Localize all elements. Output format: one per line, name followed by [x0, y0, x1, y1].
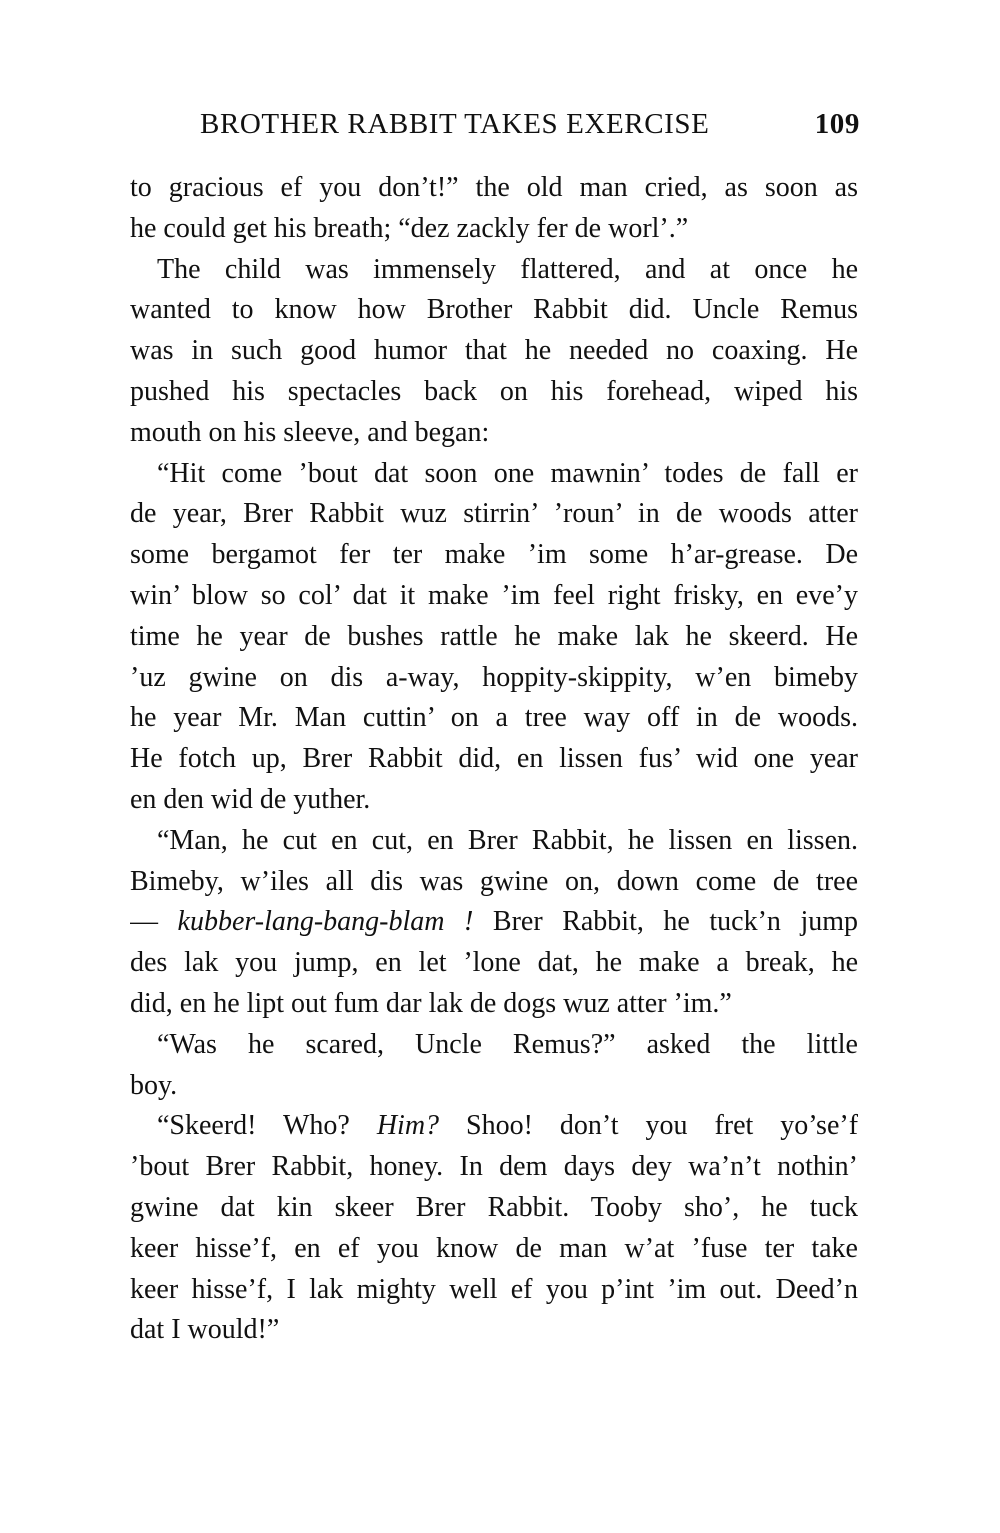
text-line: gwine dat kin skeer Brer Rabbit. Tooby sho’, he tuck: [130, 1191, 858, 1223]
text-line: dat I would!”: [130, 1314, 280, 1346]
text-line: boy.: [130, 1069, 178, 1101]
text-fragment: Shoo! don’t you fret yo’se’f: [466, 1110, 858, 1142]
body-text: [130, 168, 858, 1351]
text-line-with-italic: [130, 902, 858, 943]
text-line: ’bout Brer Rabbit, honey. In dem days dey wa’n’t nothin’: [130, 1151, 858, 1183]
text-line: he year Mr. Man cuttin’ on a tree way off in de woods.: [130, 702, 858, 734]
page-number: 109: [814, 108, 860, 140]
text-fragment: Brer Rabbit, he tuck’n jump: [492, 906, 858, 938]
text-line: win’ blow so col’ dat it make ’im feel right frisky, en eve’y: [130, 579, 858, 611]
page-header: [130, 108, 860, 152]
text-line: mouth on his sleeve, and began:: [130, 416, 490, 448]
text-line: wanted to know how Brother Rabbit did. Uncle Remus: [130, 294, 858, 326]
text-line: to gracious ef you don’t!” the old man cried, as soon as: [130, 172, 858, 203]
text-line: keer hisse’f, I lak mighty well ef you p’int ’im out. Deed’n: [130, 1273, 858, 1305]
text-line: “Was he scared, Uncle Remus?” asked the little: [157, 1028, 858, 1060]
italic-phrase: kubber-lang-bang-blam !: [177, 906, 474, 938]
text-line-with-italic: [130, 1106, 858, 1147]
text-line: Bimeby, w’iles all dis was gwine on, down come de tree: [130, 865, 858, 897]
text-line: The child was immensely flattered, and at once he: [157, 253, 858, 285]
text-line: he could get his breath; “dez zackly fer de worl’.”: [130, 212, 689, 244]
running-title: BROTHER RABBIT TAKES EXERCISE: [200, 108, 710, 140]
text-line: des lak you jump, en let ’lone dat, he make a break, he: [130, 947, 858, 979]
text-line: “Hit come ’bout dat soon one mawnin’ todes de fall er: [157, 457, 858, 489]
text-line: time he year de bushes rattle he make lak he skeerd. He: [130, 620, 858, 652]
text-line: did, en he lipt out fum dar lak de dogs wuz atter ’im.”: [130, 987, 732, 1019]
text-line: “Man, he cut en cut, en Brer Rabbit, he lissen en lissen.: [157, 824, 858, 856]
text-line: keer hisse’f, en ef you know de man w’at ’fuse ter take: [130, 1232, 858, 1264]
text-line: some bergamot fer ter make ’im some h’ar-grease. De: [130, 539, 858, 571]
em-dash: —: [130, 906, 158, 938]
text-line: ’uz gwine on dis a-way, hoppity-skippity, w’en bimeby: [130, 661, 858, 693]
text-fragment: “Skeerd! Who?: [157, 1110, 350, 1142]
text-line: de year, Brer Rabbit wuz stirrin’ ’roun’ in de woods atter: [130, 498, 858, 530]
text-line: en den wid de yuther.: [130, 783, 371, 815]
text-line: pushed his spectacles back on his forehead, wiped his: [130, 375, 858, 407]
text-line: He fotch up, Brer Rabbit did, en lissen fus’ wid one year: [130, 743, 858, 775]
text-line: was in such good humor that he needed no coaxing. He: [130, 335, 858, 367]
italic-word: Him?: [376, 1110, 440, 1142]
